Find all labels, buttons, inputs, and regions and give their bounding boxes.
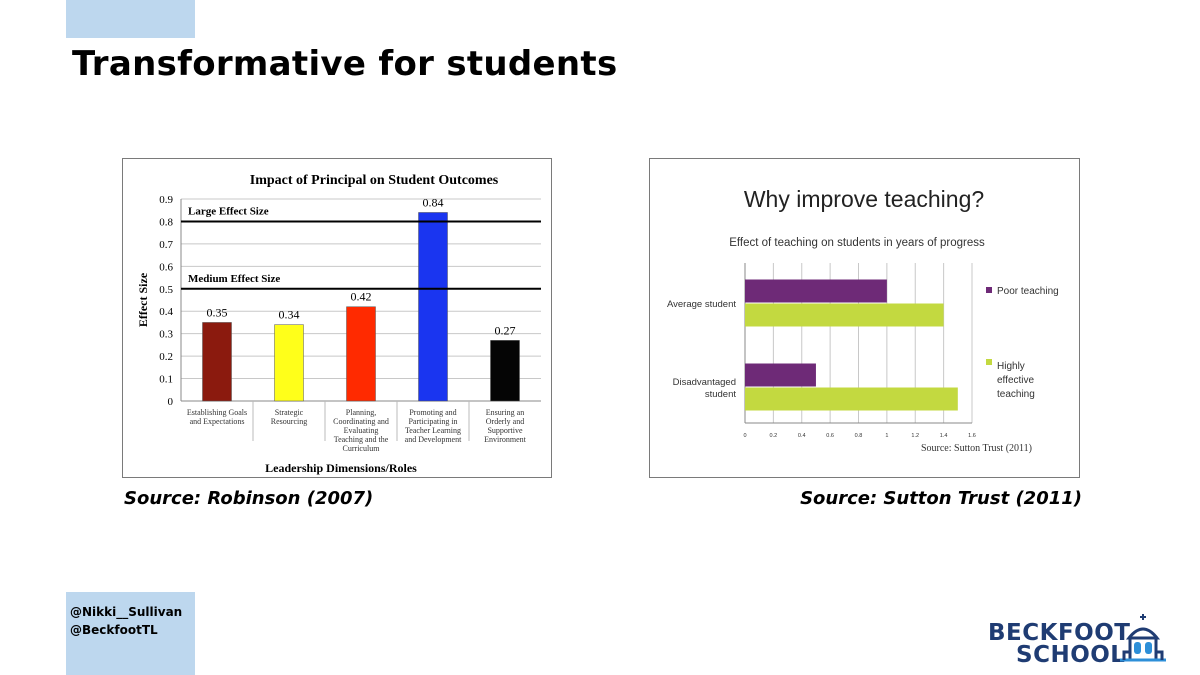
source-robinson: Source: Robinson (2007): [124, 488, 374, 509]
accent-block-top: [66, 0, 195, 38]
y-tick-label: 0.2: [159, 351, 173, 364]
bar: [745, 280, 887, 303]
bar: [275, 325, 304, 401]
x-tick-label: Evaluating: [343, 426, 379, 435]
principal-impact-chart: [122, 158, 552, 478]
x-tick-label: 0.4: [797, 433, 806, 439]
x-tick-label: Planning,: [345, 408, 377, 417]
x-tick-label: Environment: [484, 435, 526, 444]
school-building-icon: [1118, 612, 1168, 668]
data-label: 0.42: [350, 289, 372, 304]
y-tick-label: student: [704, 389, 736, 400]
x-tick-label: Supportive: [487, 426, 523, 435]
handle-nikki: @Nikki__Sullivan: [70, 605, 183, 619]
bar: [491, 340, 520, 401]
x-tick-label: 1: [885, 433, 889, 439]
x-tick-label: 0.8: [854, 433, 863, 439]
x-tick-label: and Expectations: [189, 417, 245, 426]
twitter-handles: [70, 603, 182, 639]
x-tick-label: Teacher Learning: [404, 426, 462, 435]
bar: [745, 364, 816, 387]
y-tick-label: 0.6: [159, 261, 173, 274]
y-tick-label: Average student: [666, 299, 736, 310]
x-tick-label: Participating in: [408, 417, 458, 426]
y-tick-label: 0.8: [159, 216, 173, 229]
bar: [745, 304, 944, 327]
slide-title: Transformative for students: [72, 44, 618, 84]
x-tick-label: 1.2: [911, 433, 920, 439]
bar: [347, 307, 376, 401]
source-sutton-trust: Source: Sutton Trust (2011): [800, 488, 1082, 509]
x-tick-label: Ensuring an: [485, 408, 525, 417]
legend-swatch: [986, 359, 992, 365]
y-tick-label: 0.7: [159, 238, 173, 251]
legend-label: Highly: [997, 361, 1025, 372]
y-tick-label: 0.1: [159, 373, 173, 386]
reference-line-label: Medium Effect Size: [188, 272, 281, 285]
y-tick-label: 0: [167, 396, 173, 408]
chart-title: Effect of teaching on students in years of progress: [729, 237, 985, 249]
logo-line-1: BECKFOOT: [988, 620, 1131, 646]
x-tick-label: 1.6: [968, 433, 976, 439]
principal-impact-chart-svg: [123, 159, 551, 477]
x-tick-label: Curriculum: [342, 444, 380, 453]
x-tick-label: Strategic: [274, 408, 304, 417]
x-tick-label: Establishing Goals: [186, 408, 248, 417]
legend-label: Poor teaching: [997, 286, 1059, 297]
x-tick-label: 1.4: [939, 433, 948, 439]
legend-swatch: [986, 287, 992, 293]
data-label: 0.34: [278, 307, 300, 322]
data-label: 0.84: [422, 195, 444, 210]
y-tick-label: 0.9: [159, 194, 173, 206]
x-tick-label: Coordinating and: [333, 417, 389, 426]
beckfoot-school-logo: [988, 612, 1168, 668]
x-tick-label: Orderly and: [485, 417, 525, 426]
data-label: 0.27: [494, 323, 516, 338]
x-tick-label: 0.6: [826, 433, 834, 439]
bar: [203, 322, 232, 401]
y-axis-title: Effect Size: [136, 272, 150, 328]
x-tick-label: 0: [743, 433, 747, 439]
teaching-progress-chart-svg: [650, 159, 1079, 477]
teaching-progress-chart: [649, 158, 1080, 478]
x-tick-label: and Development: [404, 435, 462, 444]
data-label: 0.35: [206, 305, 228, 320]
bar: [419, 212, 448, 401]
y-tick-label: 0.3: [159, 328, 173, 341]
chart-title: Impact of Principal on Student Outcomes: [249, 173, 499, 188]
x-tick-label: Teaching and the: [333, 435, 389, 444]
bar: [745, 388, 958, 411]
reference-line-label: Large Effect Size: [188, 205, 269, 218]
x-tick-label: Promoting and: [409, 408, 457, 417]
y-tick-label: 0.5: [159, 283, 173, 296]
legend-label: effective: [997, 375, 1035, 386]
y-tick-label: Disadvantaged: [672, 377, 736, 388]
logo-line-2: SCHOOL: [1016, 642, 1126, 668]
handle-beckfoot: @BeckfootTL: [70, 623, 158, 637]
y-tick-label: 0.4: [159, 306, 173, 319]
x-tick-label: 0.2: [769, 433, 778, 439]
x-tick-label: Resourcing: [270, 417, 308, 426]
chart-source-note: Source: Sutton Trust (2011): [920, 443, 1032, 454]
x-axis-title: Leadership Dimensions/Roles: [265, 461, 417, 475]
chart-heading: Why improve teaching?: [743, 186, 985, 212]
legend-label: teaching: [997, 389, 1035, 400]
